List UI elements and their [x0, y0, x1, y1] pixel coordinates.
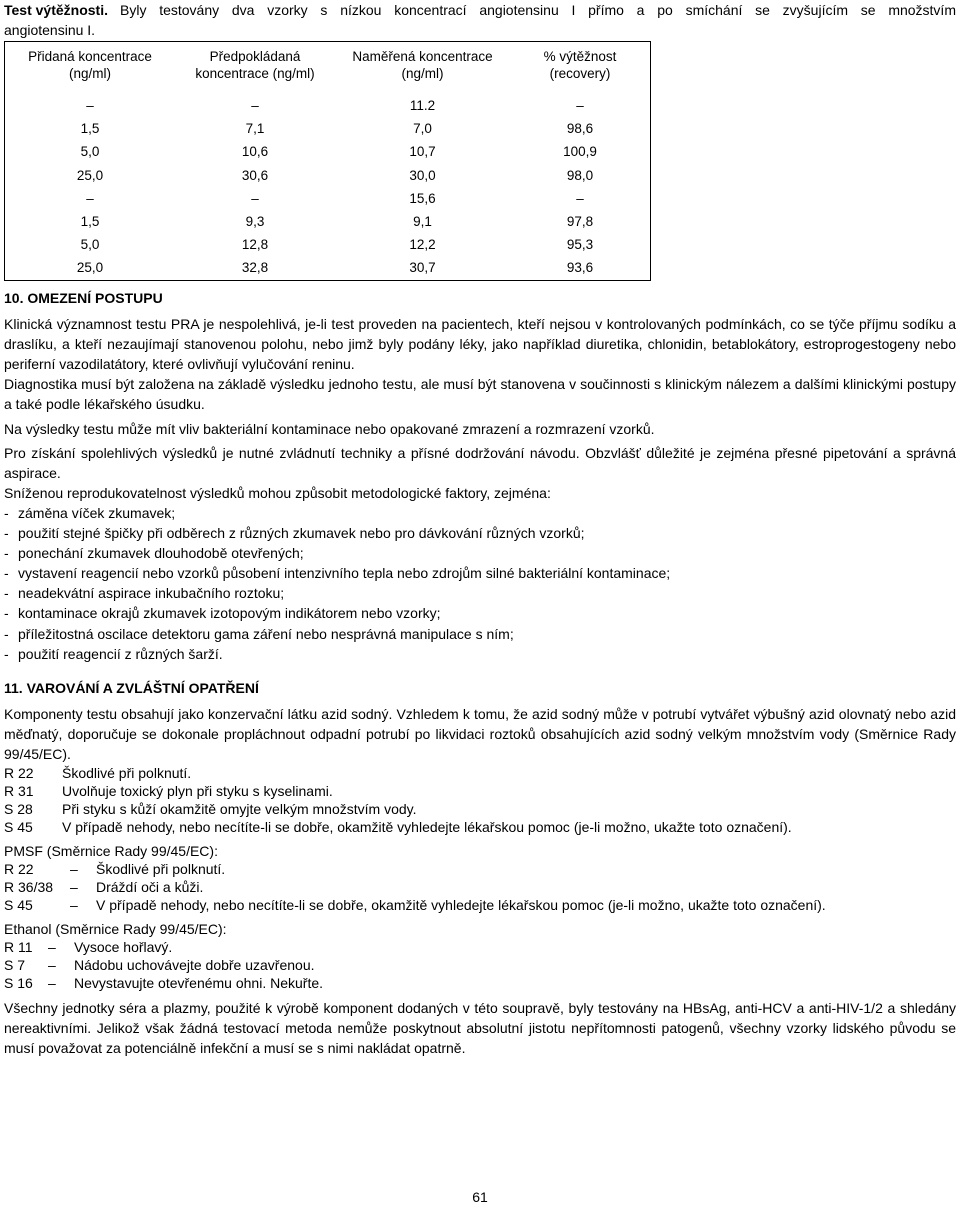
- phrase-text: Uvolňuje toxický plyn při styku s kyselinami.: [62, 783, 333, 800]
- list-item-text: použití reagencií z různých šarží.: [18, 645, 223, 662]
- intro-label: Test výtěžnosti.: [4, 2, 108, 18]
- phrase-code: R 36/38: [4, 879, 54, 896]
- table-cell: –: [86, 98, 94, 114]
- phrase-text: V případě nehody, nebo necítíte-li se dobře, okamžitě vyhledejte lékařskou pomoc (je-li možno, ukažte toto označení).: [62, 819, 792, 836]
- table-cell: 12,2: [409, 237, 436, 253]
- phrase-code: S 7: [4, 957, 26, 974]
- section-10-paragraph: Klinická významnost testu PRA je nespolehlivá, je-li test proveden na pacientech, kteří nejsou v kontrolovaných podmínkách, co se týče příjmu sodíku a draslíku, a kteří nezaujímají stanovenou polohu, nebo jimž byly podány léky, jako například diuretika, chlonidin, betablokátory, estroprogestogeny nebo periferní vazodilatátory, které ovlivňují vylučování reninu.: [4, 316, 956, 373]
- phrase-code: S 45: [4, 819, 33, 836]
- list-item-text: vystavení reagencií nebo vzorků působení intenzivního tepla nebo zdrojům silné bakteriální kontaminace;: [18, 565, 671, 582]
- table-cell: 97,8: [566, 214, 594, 230]
- section-10-paragraph: Diagnostika musí být založena na základě výsledku jednoho testu, ale musí být stanovena v součinnosti s klinickým nálezem a dalšími klinickými postupy a také podle lékařského úsudku.: [4, 376, 956, 413]
- ethanol-phrases: [4, 938, 956, 992]
- section-10-paragraph: Na výsledky testu může mít vliv bakteriální kontaminace nebo opakované zmrazení a rozmrazení vzorků.: [4, 420, 655, 437]
- table-header-row: [5, 42, 651, 95]
- phrase-dash: –: [48, 975, 56, 992]
- phrase-text: Škodlivé při polknutí.: [96, 861, 226, 878]
- table-cell: 32,8: [241, 260, 269, 276]
- list-item: - záměna víček zkumavek;: [4, 503, 956, 523]
- intro-text-line2: angiotensinu I.: [4, 22, 96, 38]
- intro-text-line1: Byly testovány dva vzorky s nízkou koncentrací angiotensinu I přímo a po smíchání se zvyšujícím se množstvím: [120, 2, 956, 18]
- table-cell: –: [251, 190, 259, 206]
- phrase-row: [4, 764, 956, 782]
- phrase-code: S 28: [4, 801, 33, 818]
- list-item: - vystavení reagencií nebo vzorků působení intenzivního tepla nebo zdrojům silné bakteriální kontaminace;: [4, 563, 956, 583]
- phrase-code: R 22: [4, 861, 34, 878]
- table-header-cell: Naměřená koncentrace (ng/ml): [352, 49, 493, 81]
- table-cell: –: [86, 190, 94, 206]
- phrase-dash: –: [48, 939, 56, 956]
- list-item-text: záměna víček zkumavek;: [18, 504, 176, 521]
- table-cell: 1,5: [80, 121, 100, 137]
- ethanol-title: Ethanol (Směrnice Rady 99/45/EC):: [4, 921, 227, 938]
- pmsf-title: PMSF (Směrnice Rady 99/45/EC):: [4, 843, 218, 860]
- phrase-row: [4, 800, 956, 818]
- list-item: - ponechání zkumavek dlouhodobě otevřených;: [4, 543, 956, 563]
- table-header-cell: Přidaná koncentrace (ng/ml): [28, 49, 152, 81]
- list-item: - kontaminace okrajů zkumavek izotopovým indikátorem nebo vzorky;: [4, 603, 956, 623]
- recovery-table: [4, 41, 651, 281]
- phrase-row: [4, 956, 956, 974]
- phrase-text: Dráždí oči a kůži.: [96, 879, 204, 896]
- table-cell: 98,6: [566, 121, 594, 137]
- table-cell: –: [576, 190, 584, 206]
- table-cell: 7,1: [245, 121, 265, 137]
- table-header-cell: % výtěžnost (recovery): [543, 49, 617, 81]
- table-cell: 5,0: [80, 237, 100, 253]
- phrase-text: Vysoce hořlavý.: [74, 939, 173, 956]
- phrase-code: S 16: [4, 975, 33, 992]
- phrase-text: Škodlivé při polknutí.: [62, 765, 192, 782]
- phrase-dash: –: [70, 861, 78, 878]
- phrase-code: R 22: [4, 765, 34, 782]
- table-row: [5, 164, 651, 187]
- table-cell: 98,0: [566, 167, 594, 183]
- table-cell: 30,0: [409, 167, 436, 183]
- phrase-text: Nádobu uchovávejte dobře uzavřenou.: [74, 957, 315, 974]
- table-cell: 100,9: [563, 144, 597, 160]
- section-11-heading: 11. VAROVÁNÍ A ZVLÁŠTNÍ OPATŘENÍ: [4, 679, 259, 696]
- table-row: [5, 210, 651, 233]
- table-cell: 7,0: [413, 121, 432, 137]
- table-row: [5, 233, 651, 256]
- table-cell: 9,1: [413, 214, 432, 230]
- phrase-row: [4, 818, 956, 836]
- table-cell: 25,0: [76, 260, 104, 276]
- phrase-text: Nevystavujte otevřenému ohni. Nekuřte.: [74, 975, 324, 992]
- table-cell: 11.2: [409, 98, 436, 114]
- table-cell: 30,7: [409, 260, 436, 276]
- table-cell: 10,6: [241, 144, 269, 160]
- phrase-dash: –: [70, 879, 78, 896]
- phrase-code: S 45: [4, 897, 33, 914]
- section-10-heading: 10. OMEZENÍ POSTUPU: [4, 290, 163, 306]
- list-item-text: použití stejné špičky při odběrech z různých zkumavek nebo pro dávkování různých vzorků;: [18, 525, 585, 542]
- table-row: [5, 256, 651, 280]
- phrase-dash: –: [70, 897, 78, 914]
- table-cell: 5,0: [80, 144, 100, 160]
- phrase-row: [4, 896, 956, 914]
- table-row: [5, 94, 651, 117]
- list-item-text: neadekvátní aspirace inkubačního roztoku;: [18, 585, 285, 602]
- table-row: [5, 187, 651, 210]
- phrase-row: [4, 860, 956, 878]
- table-cell: 10,7: [409, 144, 436, 160]
- phrase-code: R 31: [4, 783, 34, 800]
- phrase-row: [4, 938, 956, 956]
- table-cell: 93,6: [566, 260, 594, 276]
- azide-phrases: [4, 764, 956, 836]
- list-item: - použití stejné špičky při odběrech z různých zkumavek nebo pro dávkování různých vzorků;: [4, 523, 956, 543]
- section-10-paragraph: Sníženou reprodukovatelnost výsledků mohou způsobit metodologické faktory, zejména:: [4, 484, 551, 501]
- phrase-text: V případě nehody, nebo necítíte-li se dobře, okamžitě vyhledejte lékařskou pomoc (je-li možno, ukažte toto označení).: [96, 897, 826, 914]
- list-item: - příležitostná oscilace detektoru gama záření nebo nesprávná manipulace s ním;: [4, 624, 956, 644]
- phrase-text: Při styku s kůží okamžitě omyjte velkým množstvím vody.: [62, 801, 417, 818]
- list-item: - neadekvátní aspirace inkubačního roztoku;: [4, 583, 956, 603]
- factor-list: [4, 503, 956, 664]
- table-cell: 95,3: [566, 237, 594, 253]
- table-cell: 30,6: [241, 167, 269, 183]
- body-text: [4, 288, 956, 1058]
- list-item-text: příležitostná oscilace detektoru gama záření nebo nesprávná manipulace s ním;: [18, 625, 514, 642]
- list-item: - použití reagencií z různých šarží.: [4, 644, 956, 664]
- section-11-paragraph: Všechny jednotky séra a plazmy, použité k výrobě komponent dodaných v této soupravě, byly testovány na HBsAg, anti-HCV a anti-HIV-1/2 a shledány nereaktivními. Jelikož však žádná testovací metoda nemůže poskytnout absolutní jistotu nepřítomnosti patogenů, všechny vzorky lidského původu se musí považovat za potenciálně infekční a musí se s nimi nakládat opatrně.: [4, 1000, 956, 1057]
- table-row: [5, 140, 651, 163]
- phrase-code: R 11: [4, 939, 33, 956]
- pmsf-phrases: [4, 860, 956, 914]
- table-cell: –: [251, 98, 259, 114]
- table-row: [5, 117, 651, 140]
- table-cell: 12,8: [241, 237, 269, 253]
- table-header-cell: Předpokládaná koncentrace (ng/ml): [195, 49, 315, 81]
- phrase-row: [4, 878, 956, 896]
- table-cell: –: [576, 98, 584, 114]
- document-page: [4, 0, 956, 1205]
- list-item-text: ponechání zkumavek dlouhodobě otevřených;: [18, 545, 304, 562]
- section-11-paragraph: Komponenty testu obsahují jako konzervační látku azid sodný. Vzhledem k tomu, že azid sodný může v potrubí vytvářet výbušný azid olovnatý nebo azid měďnatý, doporučuje se dokonale propláchnout odpadní potrubí po likvidaci roztoků obsahujících azid sodný velkým množstvím vody (Směrnice Rady 99/45/EC).: [4, 705, 956, 762]
- phrase-row: [4, 974, 956, 992]
- table-cell: 1,5: [80, 214, 100, 230]
- page-number: 61: [472, 1189, 488, 1205]
- phrase-row: [4, 782, 956, 800]
- phrase-dash: –: [48, 957, 56, 974]
- table-cell: 9,3: [245, 214, 265, 230]
- list-item-text: kontaminace okrajů zkumavek izotopovým indikátorem nebo vzorky;: [18, 605, 441, 622]
- section-10-paragraph: Pro získání spolehlivých výsledků je nutné zvládnutí techniky a přísné dodržování návodu. Obzvlášť důležité je zejména přesné pipetování a správná aspirace.: [4, 444, 956, 481]
- intro: [4, 0, 956, 40]
- table-cell: 15,6: [409, 190, 436, 206]
- table-cell: 25,0: [76, 167, 104, 183]
